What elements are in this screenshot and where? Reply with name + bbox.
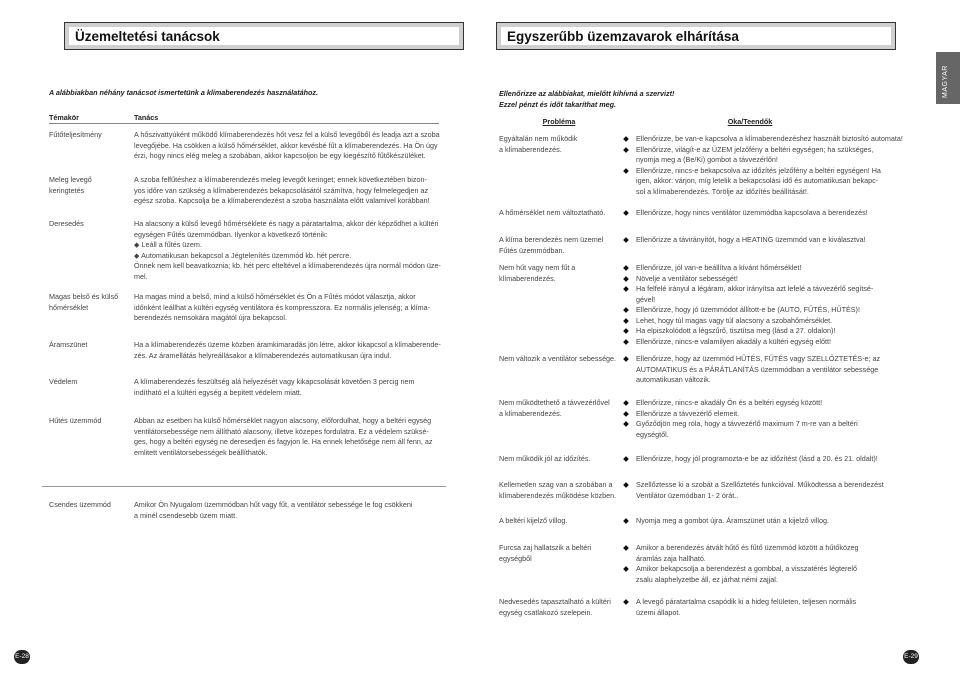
tip-line: egész szoba. Kapcsolja be a klímaberendezést a szoba használata előtt valamivel korábban! (134, 196, 430, 205)
topic-line: hőmérséklet (49, 302, 89, 312)
tip-cell (134, 377, 414, 398)
tip-line: Önnek nem kell beavatkoznia; kb. hét perc elteltével a klímaberendezés újra normál módon üze- (134, 261, 441, 270)
page-number-right: E-29 (903, 650, 919, 664)
action-line: Ellenőrizze, hogy jól programozta-e be az időzítést (lásd a 20. és 21. oldalt)! (636, 454, 878, 463)
action-item (623, 564, 859, 585)
topic-line: Fűtőteljesítmény (49, 130, 102, 139)
action-line: igen, akkor: várjon, míg letelik a bekapcsolási idő és automatikusan bekapc- (636, 176, 879, 185)
topic-cell (49, 175, 92, 196)
action-line: Ellenőrizze, nincs-e valamilyen akadály a kültéri egység előtt! (636, 336, 831, 346)
problem-line: Fűtés üzemmódban. (499, 245, 565, 255)
action-line: üzemi állapot. (636, 607, 681, 617)
left-title-bar (64, 22, 464, 50)
topic-cell (49, 292, 118, 313)
right-page-title: Egyszerűbb üzemzavarok elhárítása (507, 29, 739, 44)
problem-cell (499, 134, 577, 155)
left-page-title: Üzemeltetési tanácsok (75, 29, 220, 44)
tip-cell (134, 175, 430, 207)
tip-cell (134, 292, 430, 324)
action-item (623, 398, 858, 409)
action-line: egységtől. (636, 429, 669, 439)
problem-line: a klímaberendezés. (499, 408, 562, 418)
problem-cell (499, 235, 603, 256)
tip-line: ◆ Leáll a fűtés üzem. (134, 240, 202, 249)
tip-line: indítható el a kültéri egység a bepitett védelem miatt. (134, 387, 302, 397)
right-intro-line: Ellenőrizze az alábbiakat, mielőtt kihívná a szervizt! (499, 89, 675, 98)
action-item (623, 354, 880, 386)
action-item (623, 235, 866, 246)
tip-line: zés. Az áramellátás helyreállásakor a klímaberendezés automatikusan újra indul. (134, 350, 392, 360)
header-rule (49, 123, 439, 124)
action-item (623, 326, 873, 337)
action-item (623, 516, 829, 527)
problem-line: Kellemetlen szag van a szobában a (499, 480, 613, 489)
tip-line: érzi, hogy nincs elég meleg a szobában, akkor kapcsoljon be egy kiegészítő fűtőkészüléket. (134, 151, 426, 160)
action-cell (623, 263, 873, 347)
problem-line: Nedvesedés tapasztalható a kültéri (499, 597, 611, 606)
col-tip-header: Tanács (134, 113, 159, 122)
action-line: Ellenőrizze, hogy nincs ventilátor üzemmódba kapcsolava a berendezés! (636, 208, 868, 217)
tip-cell (134, 130, 440, 162)
action-cell (623, 354, 880, 386)
action-cell (623, 516, 829, 527)
tip-line: yos időre van szükség a klímaberendezés bekapcsolásától számítva, hogy felmelegedjen az (134, 185, 429, 195)
tip-line: A hőszivattyúként működő klímaberendezés hőt vesz fel a külső levegőből és leadja azt a szoba (134, 130, 440, 139)
action-cell (623, 454, 878, 465)
problem-cell (499, 543, 591, 564)
action-item (623, 419, 858, 440)
tip-line: a minél csendesebb üzem miatt. (134, 510, 238, 520)
action-line: Ha felfelé irányul a légáram, akkor irányítsa azt lefelé a távvezérlő segítsé- (636, 284, 874, 293)
col-problem-header: Probléma (542, 117, 576, 126)
language-tab-label: MAGYAR (942, 65, 949, 98)
action-line: Lehet, hogy túl magas vagy túl alacsony a szobahőmérséklet. (636, 315, 833, 325)
topic-cell (49, 377, 77, 388)
tip-line: időnként leállhat a kültéri egység ventilátora és kompresszora. Ez normális jelenség; a klíma- (134, 302, 431, 312)
tip-line: ventilátorsebessége nem állítható alacsony, illetve közepes fordulatra. Ez a védelem szüksé- (134, 426, 429, 436)
action-line: Ellenőrizze, hogy az üzemmód HŰTÉS, FŰTÉS vagy SZELLŐZTETÉS-e; az (636, 354, 881, 363)
problem-cell (499, 516, 567, 527)
action-line: Amikor a berendezés átvált hűtő és fűtő üzemmód között a hűtőközeg (636, 543, 859, 552)
topic-cell (49, 500, 111, 511)
col-action-header: Oka/Teendők (727, 117, 773, 126)
tip-cell (134, 340, 441, 361)
action-item (623, 134, 903, 145)
action-line: AUTOMATIKUS és a PÁRÁTLANÍTÁS üzemmódban a ventilátor sebessége (636, 364, 879, 374)
action-line: Ellenőrizze, hogy jó üzemmódot állított-e be (AUTO, FŰTÉS, HŰTÉS)! (636, 305, 860, 314)
page-number-left: E-28 (14, 650, 30, 664)
separator (42, 486, 446, 487)
action-item (623, 305, 873, 316)
topic-cell (49, 340, 87, 351)
action-line: Növelje a ventilátor sebességét! (636, 273, 738, 283)
action-line: Ellenőrizze a távvezérlő elemeit. (636, 408, 740, 418)
problem-line: a klímaberendezés. (499, 144, 562, 154)
action-line: nyomja meg a (Be/Ki) gombot a távvezérlőn! (636, 155, 778, 164)
topic-cell (49, 130, 102, 141)
problem-line: Egyáltalán nem működik (499, 134, 578, 143)
action-item (623, 274, 873, 285)
tip-cell (134, 500, 412, 521)
problem-line: Nem működtethető a távvezérlővel (499, 398, 610, 407)
topic-line: Meleg levegő (49, 175, 92, 184)
action-line: sol a klímaberendezés. Törölje az időzítés beállítását!. (636, 186, 809, 196)
problem-line: A beltéri kijelző villog. (499, 516, 568, 525)
topic-line: Csendes üzemmód (49, 500, 111, 509)
action-cell (623, 597, 856, 618)
tip-cell (134, 416, 432, 458)
action-item (623, 480, 884, 501)
problem-line: A klíma berendezés nem üzemel (499, 235, 604, 244)
action-cell (623, 208, 868, 219)
action-line: Ellenőrizze, nincs-e akadály Ön és a beltéri egység között! (636, 398, 823, 407)
problem-line: klímaberendezés. (499, 273, 556, 283)
action-line: zsalu alaphelyzetbe áll, ez járhat némi zajjal. (636, 574, 778, 584)
tip-line: Ha a klímaberendezés üzeme közben áramkimaradás jön létre, akkor kikapcsol a klímaberende- (134, 340, 441, 349)
col-topic-header: Témakör (49, 113, 79, 122)
action-line: Nyomja meg a gombot újra. Áramszünet után a kijelző villog. (636, 516, 829, 525)
action-line: automatikusan változik. (636, 375, 711, 384)
problem-line: Nem hűt vagy nem fűt a (499, 263, 576, 272)
tip-line: A klímaberendezés feszültség alá helyezését vagy kikapcsolását követően 3 percig nem (134, 377, 415, 386)
action-line: Ellenőrizze, jól van-e beállítva a kívánt hőmérséklet! (636, 263, 802, 272)
action-line: Ventilátor üzemódban 1- 2 órát.. (636, 490, 739, 500)
action-item (623, 284, 873, 305)
tip-line: emlitett ventilátorsebességek beállíthatók. (134, 447, 268, 457)
topic-line: Védelem (49, 377, 78, 386)
problem-line: Nem változik a ventilátor sebessége. (499, 354, 617, 363)
action-item (623, 263, 873, 274)
problem-cell (499, 263, 575, 284)
tip-line: Amikor Ön Nyugalom üzemmódban hűt vagy fűt, a ventilátor sebessége le fog csökkeni (134, 500, 413, 509)
action-item (623, 454, 878, 465)
action-line: Ellenőrizze, világít-e az ÜZEM jelzőfény a beltéri egységen; ha szükséges, (636, 144, 874, 154)
tip-line: berendezés nemsokára magától újra bekapcsol. (134, 313, 288, 322)
action-cell (623, 398, 858, 440)
problem-cell (499, 354, 616, 365)
problem-line: egység csatlakozó szelepein. (499, 607, 593, 617)
tip-line: Ha magas mind a belső, mind a külső hőmérséklet és Ön a Fűtés módot választja, akkor (134, 292, 416, 301)
action-item (623, 597, 856, 618)
topic-cell (49, 416, 101, 427)
tip-line: A szoba felfűtéshez a klímaberendezés meleg levegőt keringet; ennek következtében bizon- (134, 175, 427, 184)
action-item (623, 316, 873, 327)
problem-line: Furcsa zaj hallatszik a beltéri (499, 543, 592, 552)
tip-line: egységen Fűtés üzemmódban. Ilyenkor a következő történik: (134, 229, 328, 239)
language-tab (936, 52, 960, 104)
problem-cell (499, 454, 590, 465)
problem-cell (499, 597, 611, 618)
problem-cell (499, 208, 605, 219)
action-line: áramlás zaja hallható. (636, 553, 706, 563)
tip-line: mel. (134, 271, 148, 281)
tip-line: ges, hogy a beltéri egység ne deresedjen és fagyjon le. Ha ennek lehetősége nem áll fenn, az (134, 437, 433, 446)
right-intro (499, 88, 674, 110)
right-title-bar (496, 22, 896, 50)
topic-line: Deresedés (49, 219, 84, 228)
action-cell (623, 543, 859, 585)
action-line: Ha elpiszkolódott a légszűrő, tisztítsa meg (lásd a 27. oldalon)! (636, 326, 836, 335)
tip-line: Ha alacsony a külső levegő hőmérséklete és nagy a páratartalma, akkor dér képződhet a kültéri (134, 219, 439, 228)
topic-line: Hűtés üzemmód (49, 416, 102, 425)
action-cell (623, 480, 884, 501)
action-line: Ellenőrizze a távirányítót, hogy a HEATING üzemmód van e kiválasztva! (636, 235, 866, 244)
topic-line: Áramszünet (49, 340, 88, 349)
problem-cell (499, 398, 610, 419)
problem-line: Nem működik jól az időzítés. (499, 454, 591, 463)
action-line: A levegő páratartalma csapódik ki a hideg felületen, teljesen normális (636, 597, 857, 606)
action-item (623, 208, 868, 219)
tip-line: levegőjébe. Ha csökken a külső hőmérséklet, akkor kevésbé fűt a klímaberendezés. Ha Ön úgy (134, 140, 438, 150)
action-line: Amikor bekapcsolja a berendezést a gombbal, a visszatérés légterelő (636, 564, 857, 573)
action-line: Ellenőrizze, nincs-e bekapcsolva az időzítés jelzőfény a beltéri egységen! Ha (636, 165, 881, 175)
action-line: Győződjön meg róla, hogy a távvezérlő maximum 7 m-re van a beltéri (636, 419, 858, 428)
tip-line: ◆ Automatikusan bekapcsol a Jégtelenítés üzemmód kb. hét percre. (134, 250, 352, 260)
action-item (623, 337, 873, 348)
action-cell (623, 235, 866, 246)
action-item (623, 145, 903, 166)
left-intro: A alábbiakban néhány tanácsot ismertetünk a klímaberendezés használatához. (49, 88, 318, 97)
topic-line: keringtetés (49, 185, 85, 195)
tip-cell (134, 219, 441, 282)
problem-cell (499, 480, 616, 501)
problem-line: klímaberendezés működése közben. (499, 490, 617, 500)
topic-line: Magas belső és külső (49, 292, 119, 301)
right-intro-line: Ezzel pénzt és időt takaríthat meg. (499, 100, 617, 109)
action-item (623, 166, 903, 198)
topic-cell (49, 219, 84, 230)
tip-line: Abban az esetben ha külső hőmérséklet nagyon alacsony, előfordulhat, hogy a beltéri egység (134, 416, 432, 425)
action-line: Szellőztesse ki a szobát a Szellőztetés funkcióval. Működtessa a berendezést (636, 480, 884, 489)
problem-line: A hőmérséklet nem változtatható. (499, 208, 606, 217)
action-item (623, 409, 858, 420)
action-item (623, 543, 859, 564)
problem-line: egységből (499, 553, 532, 563)
action-cell (623, 134, 903, 197)
action-line: Ellenőrizze, be van-e kapcsolva a klímaberendezéshez használt biztosító automata! (636, 134, 903, 143)
action-line: gével! (636, 294, 656, 304)
